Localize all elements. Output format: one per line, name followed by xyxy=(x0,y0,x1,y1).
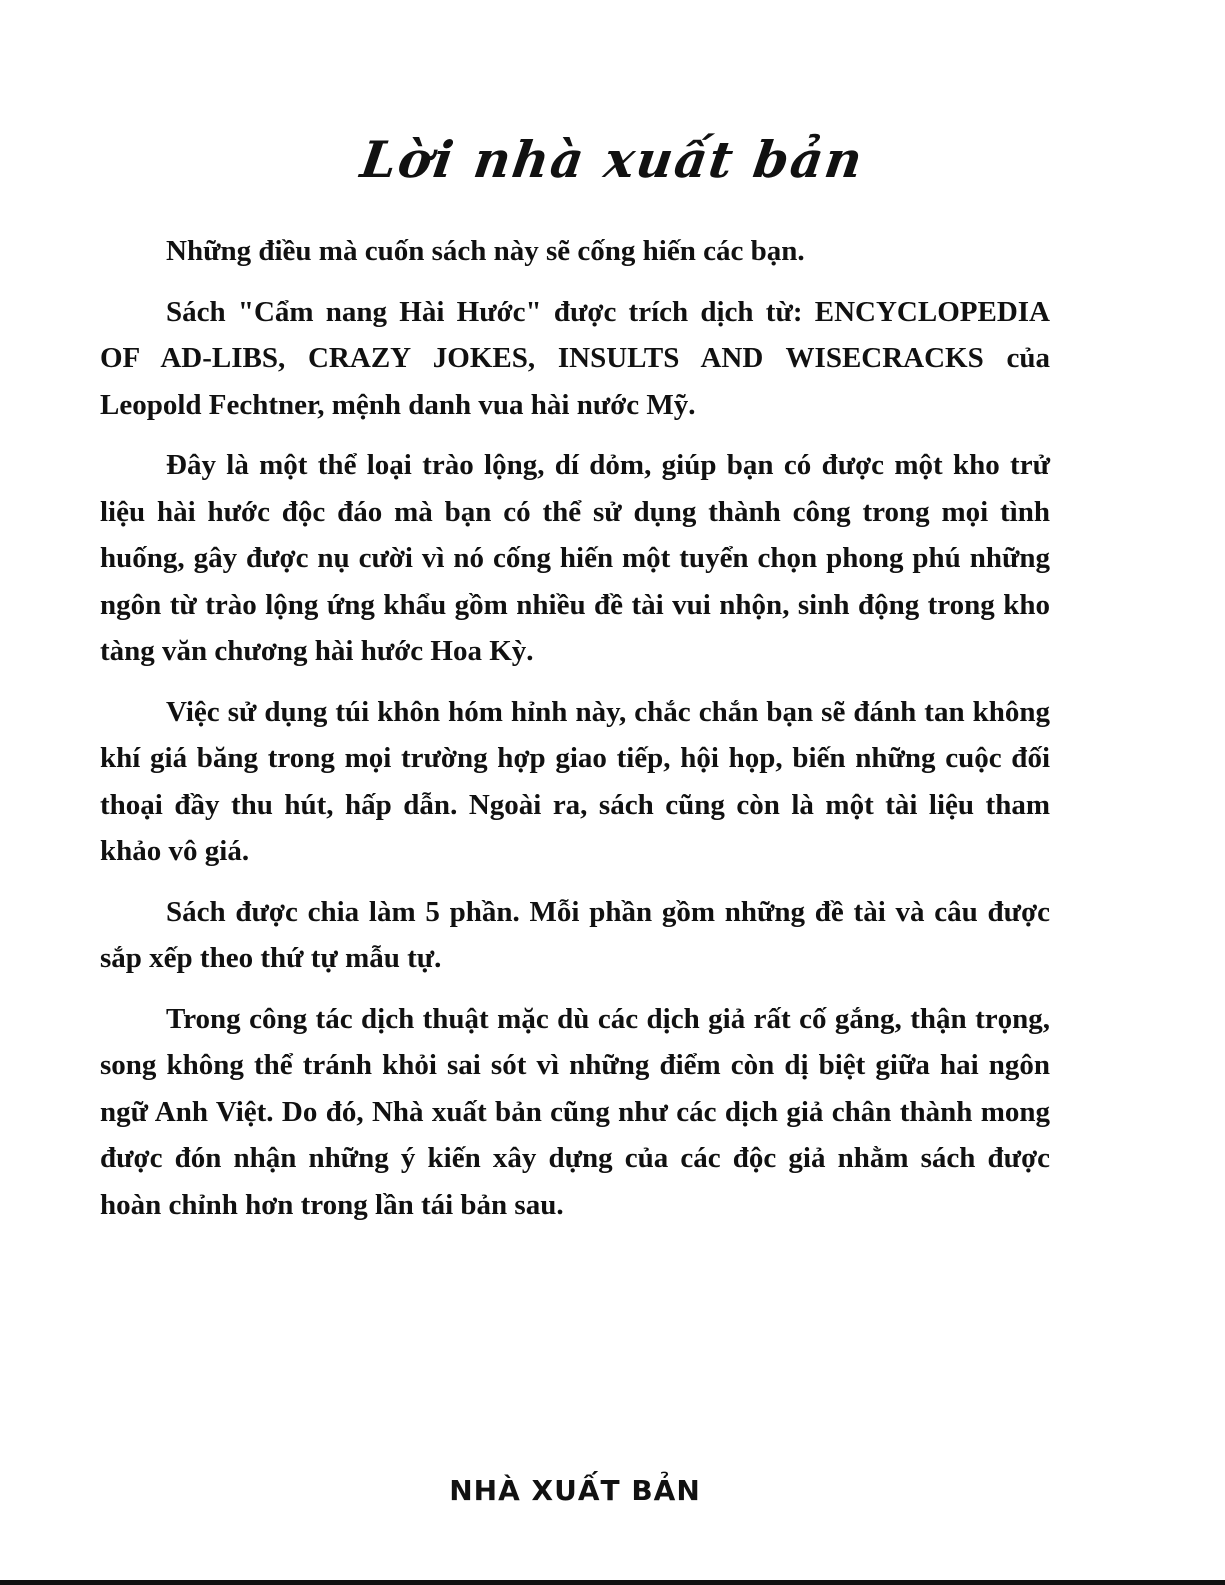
paragraph-1: Những điều mà cuốn sách này sẽ cống hiến các bạn. xyxy=(166,235,805,267)
paragraph-3: Đây là một thể loại trào lộng, dí dỏm, giúp bạn có được một kho trử liệu hài hước độc đáo mà bạn có thể sử dụng thành công trong mọi tình huống, gây được nụ cười vì nó cống hiến một tuyển chọn phong phú những ngôn từ trào lộng ứng khẩu gồm nhiều đề tài vui nhộn, sinh động trong kho tàng văn chương hài hước Hoa Kỳ. xyxy=(100,449,1050,667)
paragraph-5: Sách được chia làm 5 phần. Mỗi phần gồm những đề tài và câu được sắp xếp theo thứ tự mẫu tự. xyxy=(100,895,1050,974)
paragraph-6: Trong công tác dịch thuật mặc dù các dịch giả rất cố gắng, thận trọng, song không thể tránh khỏi sai sót vì những điểm còn dị biệt giữa hai ngôn ngữ Anh Việt. Do đó, Nhà xuất bản cũng như các dịch giả chân thành mong được đón nhận những ý kiến xây dựng của các độc giả nhằm sách được hoàn chỉnh hơn trong lần tái bản sau. xyxy=(100,1002,1050,1221)
page-title: Lời nhà xuất bản xyxy=(357,130,868,189)
bottom-border xyxy=(0,1580,1225,1585)
publisher-signature: NHÀ XUẤT BẢN xyxy=(449,1474,701,1507)
paragraph-2: Sách "Cẩm nang Hài Hước" được trích dịch từ: ENCYCLOPEDIA OF AD-LIBS, CRAZY JOKES, INSULTS AND WISECRACKS của Leopold Fechtner, mệnh danh vua hài nước Mỹ. xyxy=(100,295,1050,421)
body-text xyxy=(100,228,1050,1242)
paragraph-4: Việc sử dụng túi khôn hóm hỉnh này, chắc chắn bạn sẽ đánh tan không khí giá băng trong mọi trường hợp giao tiếp, hội họp, biến những cuộc đối thoại đầy thu hút, hấp dẫn. Ngoài ra, sách cũng còn là một tài liệu tham khảo vô giá. xyxy=(100,695,1050,867)
